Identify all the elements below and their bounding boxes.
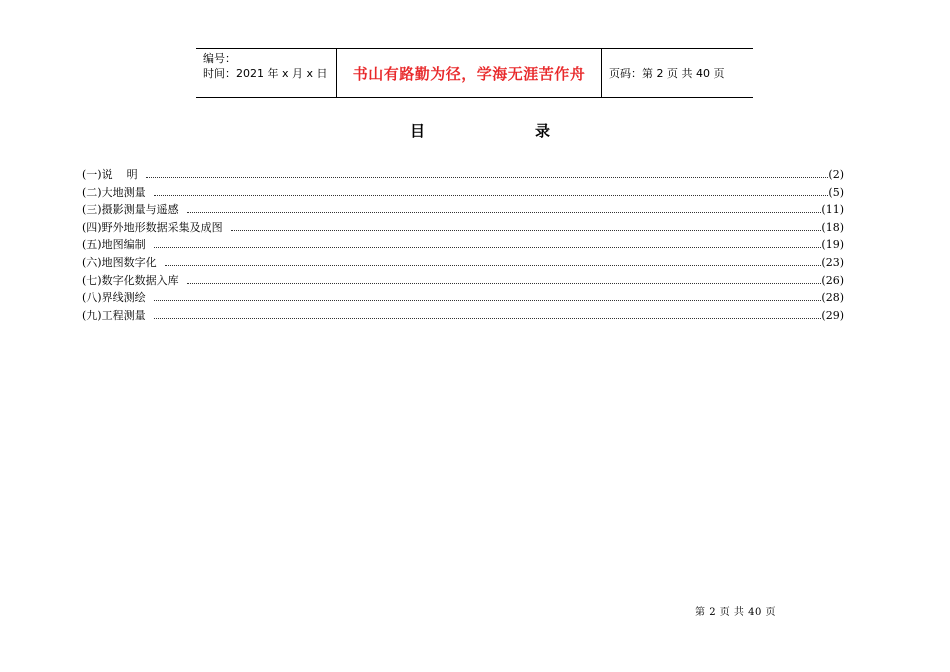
toc-entry-label: (二)大地测量 xyxy=(82,185,146,199)
toc-entry[interactable] xyxy=(82,236,844,254)
toc-leader-dots xyxy=(154,318,822,319)
toc-entry-page: (19) xyxy=(821,238,844,252)
table-of-contents xyxy=(82,166,844,324)
header-motto: 书山有路勤为径，学海无涯苦作舟 xyxy=(337,49,602,97)
toc-entry-label: (一)说 明 xyxy=(82,168,138,181)
toc-leader-dots xyxy=(154,247,822,248)
toc-title xyxy=(410,120,550,141)
toc-leader-dots xyxy=(187,283,822,284)
toc-leader-dots xyxy=(146,177,829,178)
header-page-info: 页码：第 2 页 共 40 页 xyxy=(609,67,725,80)
toc-entry-label: (三)摄影测量与遥感 xyxy=(82,203,179,217)
toc-leader-dots xyxy=(187,212,822,213)
toc-leader-dots xyxy=(154,195,829,196)
time-label: 时间：2021 年 x 月 x 日 xyxy=(203,67,328,80)
page-header xyxy=(196,48,753,98)
toc-entry-label: (六)地图数字化 xyxy=(82,255,157,269)
toc-entry[interactable] xyxy=(82,272,844,290)
toc-leader-dots xyxy=(231,230,822,231)
toc-entry[interactable] xyxy=(82,289,844,307)
toc-entry-label: (七)数字化数据入库 xyxy=(82,273,179,287)
toc-entry-label: (八)界线测绘 xyxy=(82,291,146,305)
toc-entry-label: (五)地图编制 xyxy=(82,238,146,252)
toc-leader-dots xyxy=(165,265,822,266)
toc-entry-page: (11) xyxy=(821,203,844,217)
toc-entry-page: (5) xyxy=(828,185,844,199)
toc-entry-page: (26) xyxy=(821,273,844,287)
toc-entry[interactable] xyxy=(82,201,844,219)
toc-title-char-1: 目 xyxy=(410,122,426,140)
toc-entry[interactable] xyxy=(82,254,844,272)
toc-entry[interactable] xyxy=(82,166,844,184)
toc-entry[interactable] xyxy=(82,184,844,202)
header-meta xyxy=(196,49,337,97)
toc-entry-page: (18) xyxy=(821,220,844,234)
page-footer: 第 2 页 共 40 页 xyxy=(695,607,776,618)
toc-entry-page: (2) xyxy=(828,168,844,181)
toc-entry-page: (29) xyxy=(821,308,844,322)
toc-entry-label: (九)工程测量 xyxy=(82,308,146,322)
toc-entry-label: (四)野外地形数据采集及成图 xyxy=(82,220,223,234)
toc-entry[interactable] xyxy=(82,219,844,237)
toc-entry-page: (28) xyxy=(821,291,844,305)
toc-entry[interactable] xyxy=(82,307,844,325)
toc-leader-dots xyxy=(154,300,822,301)
toc-title-char-2: 录 xyxy=(534,122,550,140)
toc-entry-page: (23) xyxy=(821,255,844,269)
code-label: 编号： xyxy=(203,52,236,65)
